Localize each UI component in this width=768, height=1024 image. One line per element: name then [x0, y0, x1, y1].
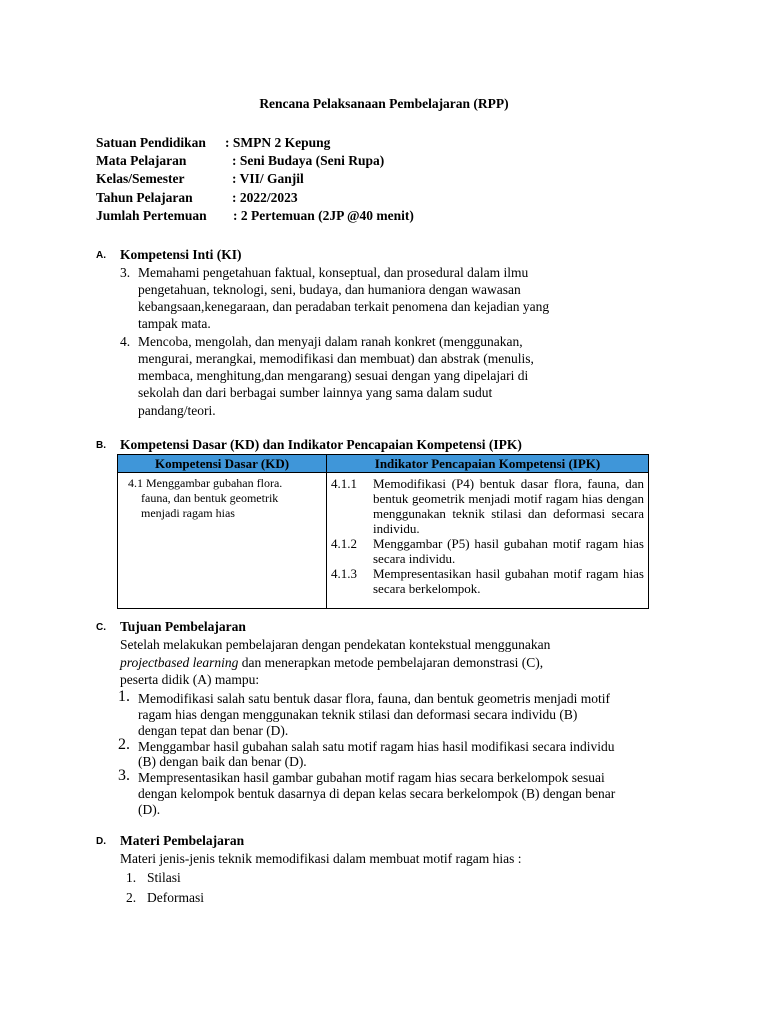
- tujuan-intro-rest: dan menerapkan metode pembelajaran demonstrasi (C),: [238, 655, 544, 670]
- tujuan-2-line-2: (B) dengan baik dan benar (D).: [138, 754, 307, 769]
- table-header-kd: Kompetensi Dasar (KD): [118, 455, 327, 473]
- section-d-title: Materi Pembelajaran: [120, 833, 245, 848]
- tujuan-intro-line-2: [120, 654, 543, 671]
- ipk-item: [331, 566, 644, 596]
- materi-1-number: 1.: [126, 870, 137, 885]
- info-value-pertemuan: : 2 Pertemuan (2JP @40 menit): [233, 208, 414, 223]
- materi-intro: Materi jenis-jenis teknik memodifikasi dalam membuat motif ragam hias :: [120, 851, 522, 866]
- tujuan-3-line-1: Mempresentasikan hasil gambar gubahan motif ragam hias secara berkelompok sesuai: [138, 770, 605, 785]
- info-label-tahun: Tahun Pelajaran: [96, 190, 193, 205]
- tujuan-2-number: 2.: [118, 736, 130, 753]
- section-c-letter: C.: [96, 622, 106, 633]
- ki-3-line-3: kebangsaan,kenegaraan, dan peradaban terkait penomena dan kejadian yang: [138, 299, 550, 314]
- kd-cell: [118, 473, 327, 609]
- document-title: Rencana Pelaksanaan Pembelajaran (RPP): [259, 96, 509, 111]
- info-label-satuan: Satuan Pendidikan: [96, 135, 206, 150]
- ki-4-line-3: membaca, menghitung,dan mengarang) sesuai dengan yang dipelajari di: [138, 368, 529, 383]
- ki-3-line-1: Memahami pengetahuan faktual, konseptual, dan prosedural dalam ilmu: [138, 265, 529, 280]
- info-value-satuan: : SMPN 2 Kepung: [225, 135, 331, 150]
- ki-4-line-1: Mencoba, mengolah, dan menyaji dalam ranah konkret (menggunakan,: [138, 334, 523, 349]
- ki-4-line-5: pandang/teori.: [138, 403, 216, 418]
- section-d-letter: D.: [96, 836, 106, 847]
- tujuan-intro-italic: projectbased learning: [120, 655, 239, 670]
- ipk-text: Menggambar (P5) hasil gubahan motif ragam hias secara individu.: [373, 536, 644, 566]
- section-b-letter: B.: [96, 440, 106, 451]
- kd-ipk-table: [117, 454, 649, 609]
- ki-3-number: 3.: [120, 265, 131, 280]
- info-label-pertemuan: Jumlah Pertemuan: [96, 208, 207, 223]
- ipk-number: 4.1.1: [331, 476, 357, 491]
- info-value-kelas: : VII/ Ganjil: [232, 171, 304, 186]
- ki-3-line-4: tampak mata.: [138, 316, 211, 331]
- ki-4-line-2: mengurai, merangkai, memodifikasi dan membuat) dan abstrak (menulis,: [138, 351, 534, 366]
- ipk-item: [331, 536, 644, 566]
- section-b-title: Kompetensi Dasar (KD) dan Indikator Pencapaian Kompetensi (IPK): [120, 437, 522, 452]
- section-c-title: Tujuan Pembelajaran: [120, 619, 246, 634]
- ipk-text: Mempresentasikan hasil gubahan motif ragam hias secara berkelompok.: [373, 566, 644, 596]
- table-header-ipk: Indikator Pencapaian Kompetensi (IPK): [327, 455, 649, 473]
- materi-2-number: 2.: [126, 890, 137, 905]
- tujuan-3-number: 3.: [118, 767, 130, 784]
- tujuan-1-line-2: ragam hias dengan menggunakan teknik stilasi dan deformasi secara individu (B): [138, 707, 578, 722]
- kd-text: 4.1 Menggambar gubahan flora. fauna, dan bentuk geometrik menjadi ragam hias: [128, 476, 283, 520]
- info-label-kelas: Kelas/Semester: [96, 171, 185, 186]
- ki-4-line-4: sekolah dan dari berbagai sumber lainnya yang sama dalam sudut: [138, 385, 493, 400]
- tujuan-3-line-3: (D).: [138, 802, 161, 817]
- materi-2-text: Deformasi: [147, 890, 204, 905]
- info-label-mapel: Mata Pelajaran: [96, 153, 187, 168]
- tujuan-1-line-3: dengan tepat dan benar (D).: [138, 723, 289, 738]
- ki-4-number: 4.: [120, 334, 131, 349]
- tujuan-intro-line-1: Setelah melakukan pembelajaran dengan pendekatan kontekstual menggunakan: [120, 637, 551, 652]
- tujuan-1-line-1: Memodifikasi salah satu bentuk dasar flora, fauna, dan bentuk geometris menjadi motif: [138, 691, 610, 706]
- section-a-letter: A.: [96, 250, 106, 261]
- ipk-text: Memodifikasi (P4) bentuk dasar flora, fauna, dan bentuk geometrik menjadi motif ragam hias dengan menggunakan teknik stilasi dan deformasi secara individu.: [373, 476, 644, 536]
- ki-3-line-2: pengetahuan, teknologi, seni, budaya, dan humaniora dengan wawasan: [138, 282, 521, 297]
- info-value-mapel: : Seni Budaya (Seni Rupa): [232, 153, 385, 168]
- tujuan-1-number: 1.: [118, 688, 130, 705]
- table-row: [118, 473, 649, 609]
- materi-1-text: Stilasi: [147, 870, 181, 885]
- tujuan-3-line-2: dengan kelompok bentuk dasarnya di depan kelas secara berkelompok (B) dengan benar: [138, 786, 616, 801]
- tujuan-2-line-1: Menggambar hasil gubahan salah satu motif ragam hias hasil modifikasi secara individu: [138, 739, 615, 754]
- ipk-number: 4.1.3: [331, 566, 357, 581]
- section-a-title: Kompetensi Inti (KI): [120, 247, 242, 262]
- ipk-number: 4.1.2: [331, 536, 357, 551]
- ipk-item: [331, 476, 644, 536]
- ipk-cell: [327, 473, 649, 609]
- tujuan-intro-line-3: peserta didik (A) mampu:: [120, 672, 260, 687]
- info-value-tahun: : 2022/2023: [232, 190, 298, 205]
